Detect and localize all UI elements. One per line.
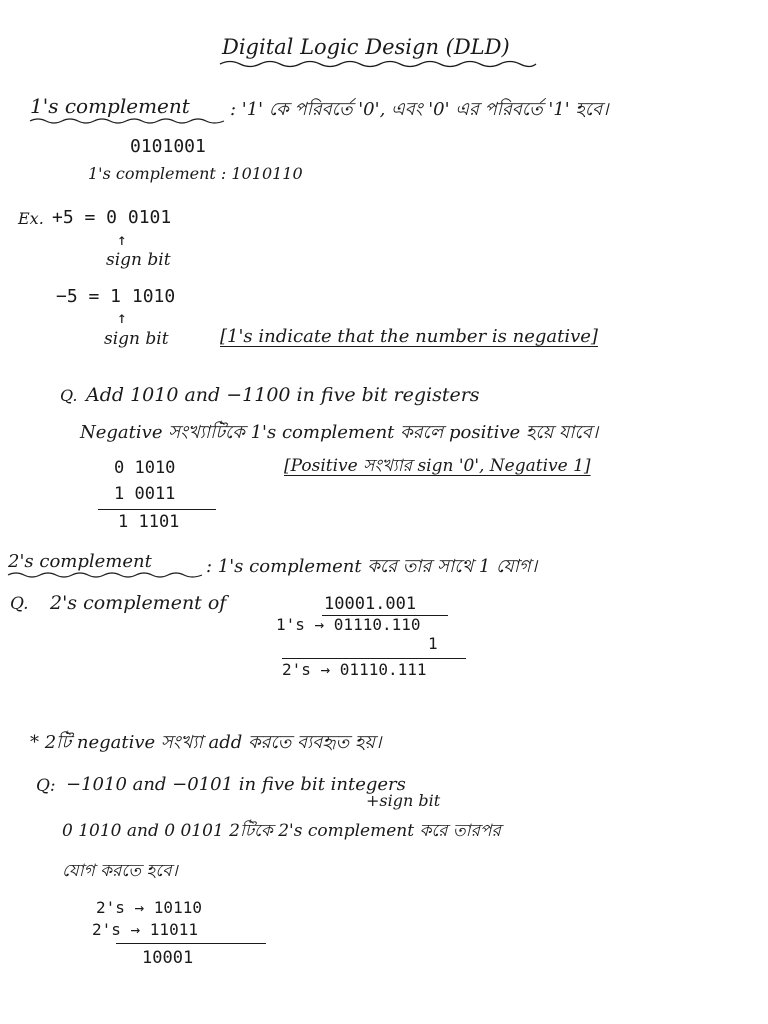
- twos-heading-underline: [6, 570, 206, 580]
- twos-add-sum: 10001: [142, 948, 194, 968]
- ones-example-result: 1's complement : 1010110: [88, 164, 303, 183]
- twos-question: 2's complement of: [50, 592, 227, 614]
- twos-sum-line: [116, 943, 266, 944]
- ones-question-label: Q.: [60, 386, 78, 405]
- sign-bit-arrow-1: ↑: [117, 230, 127, 249]
- twos-ones-row: 1's → 01110.110: [276, 615, 421, 634]
- plus-five-binary: +5 = 0 0101: [52, 207, 172, 228]
- twos-question-label: Q.: [10, 594, 29, 614]
- sign-bit-arrow-2: ↑: [117, 308, 127, 327]
- negative-indicate-note: [1's indicate that the number is negative]: [220, 326, 598, 347]
- ones-heading-underline: [28, 116, 228, 126]
- ones-add-row-2: 1 0011: [114, 484, 176, 504]
- twos-target-value: 10001.001: [324, 594, 417, 614]
- twos-step-line-2: যোগ করতে হবে।: [62, 861, 178, 881]
- ones-example-label: Ex.: [18, 209, 44, 228]
- twos-question2: −1010 and −0101 in five bit integers: [66, 774, 406, 795]
- page-title: Digital Logic Design (DLD): [222, 35, 510, 59]
- twos-plus-one: 1: [428, 634, 438, 653]
- sign-convention-note: [Positive সংখ্যার sign '0', Negative 1]: [284, 456, 591, 476]
- ones-complement-rule: : '1' কে পরিবর্তে '0', এবং '0' এর পরিবর্তে '1' হবে।: [230, 99, 609, 120]
- twos-result-line: [282, 658, 466, 659]
- twos-step-line-1: 0 1010 and 0 0101 2টিকে 2's complement করে তারপর: [62, 821, 501, 841]
- twos-complement-rule: : 1's complement করে তার সাথে 1 যোগ।: [206, 556, 538, 577]
- ones-add-sum: 1 1101: [118, 512, 180, 532]
- twos-sign-bit-note: +sign bit: [366, 791, 441, 810]
- ones-example-value: 0101001: [130, 136, 206, 157]
- minus-five-binary: −5 = 1 1010: [56, 286, 176, 307]
- twos-result: 2's → 01110.111: [282, 660, 427, 679]
- twos-question2-label: Q:: [36, 776, 56, 796]
- twos-add-row-1: 2's → 10110: [96, 898, 202, 917]
- ones-question: Add 1010 and −1100 in five bit registers: [86, 384, 480, 406]
- ones-complement-heading: 1's complement: [30, 94, 190, 118]
- ones-sum-line: [98, 509, 216, 510]
- sign-bit-label-2: sign bit: [104, 329, 169, 349]
- twos-use-note: * 2টি negative সংখ্যা add করতে ব্যবহৃত হয়।: [30, 732, 382, 753]
- negative-complement-note: Negative সংখ্যাটিকে 1's complement করলে positive হয়ে যাবে।: [80, 422, 599, 443]
- ones-add-row-1: 0 1010: [114, 458, 176, 478]
- sign-bit-label-1: sign bit: [106, 250, 171, 270]
- twos-complement-heading: 2's complement: [8, 551, 152, 572]
- twos-add-row-2: 2's → 11011: [92, 920, 198, 939]
- title-underline: [218, 58, 538, 70]
